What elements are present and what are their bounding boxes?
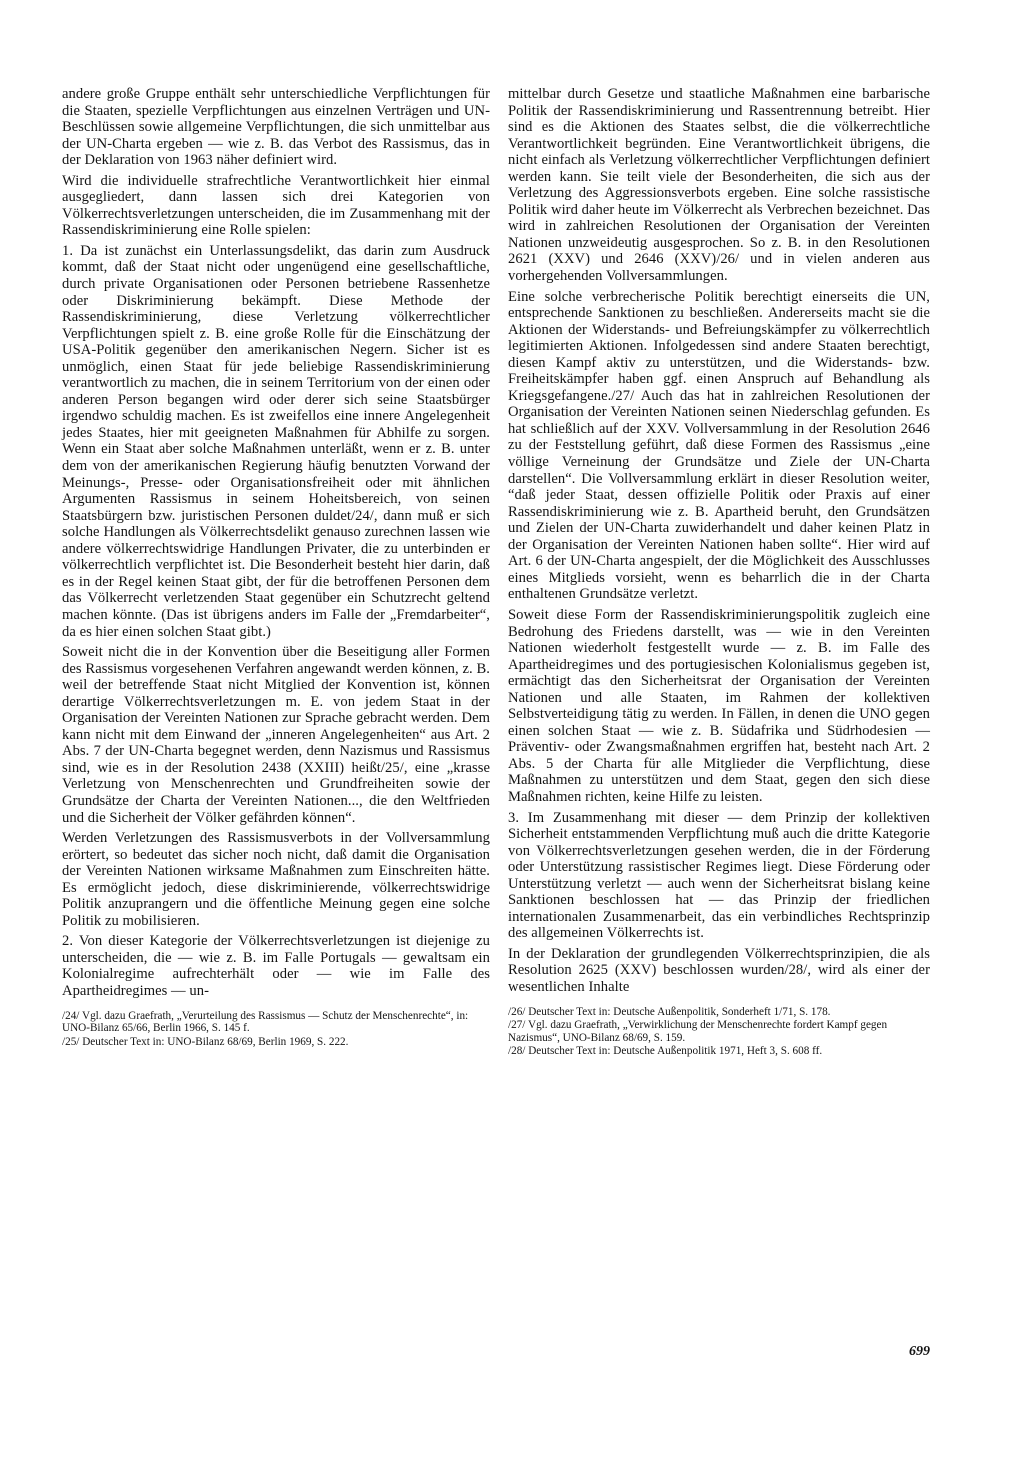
right-paragraph-4: 3. Im Zusammenhang mit dieser — dem Prinzip der kollektiven Sicherheit entstammenden Verpflichtung muß auch die dritte Kategorie von Völkerrechtsverletzungen gesehen werden, die in der Förderung oder Unterstützung rassistischer Regimes liegt. Diese Förderung oder Unterstützung verletzt — auch wenn der Sicherheitsrat bislang keine Sanktionen beschlossen hat — das Prinzip der friedlichen internationalen Zusammenarbeit, das ein verbindliches Rechtsprinzip des allgemeinen Völkerrechts ist. (508, 809, 930, 942)
right-paragraph-1: mittelbar durch Gesetze und staatliche Maßnahmen eine barbarische Politik der Rassendiskriminierung und Rassentrennung betreibt. Hier sind es die Aktionen des Staates selbst, die die völkerrechtliche Verantwortlichkeit begründen. Eine Verantwortlichkeit übrigens, die nicht einfach als Verletzung völkerrechtlicher Verpflichtungen definiert werden kann. Sie teilt viele der Besonderheiten, die sich aus der Verletzung des Aggressionsverbots ergeben. Eine solche rassistische Politik wird daher heute im Völkerrecht als Verbrechen bezeichnet. Das wird in zahlreichen Resolutionen der Organisation der Vereinten Nationen unzweideutig ausgesprochen. So z. B. in den Resolutionen 2621 (XXV) und 2646 (XXV)/26/ und in vielen anderen aus vorhergehenden Vollversammlungen. (508, 86, 930, 285)
footnote-24: /24/ Vgl. dazu Graefrath, „Verurteilung des Rassismus — Schutz der Menschenrechte“, in: UNO-Bilanz 65/66, Berlin 1966, S. 145 f. (62, 1009, 469, 1035)
left-paragraph-1: andere große Gruppe enthält sehr unterschiedliche Verpflichtungen für die Staaten, spezielle Verpflichtungen aus einzelnen Verträgen und UN-Beschlüssen sowie allgemeine Verpflichtungen, die sich unmittelbar aus der UN-Charta ergeben — wie z. B. das Verbot des Rassismus, das in der Deklaration von 1963 näher definiert wird. (62, 86, 490, 169)
right-column (508, 86, 930, 1059)
left-paragraph-3: 1. Da ist zunächst ein Unterlassungsdelikt, das darin zum Ausdruck kommt, daß der Staat nicht oder ungenügend eine gesellschaftliche, durch private Organisationen oder Personen betriebene Rassenhetze oder Diskriminierung bekämpft. Diese Methode der Rassendiskriminierung, diese Verletzung völkerrechtlicher Verpflichtungen spielt z. B. eine große Rolle für die Einschätzung der USA-Politik gegenüber den amerikanischen Negern. Sicher ist es unmöglich, einen Staat für jede beliebige Rassendiskriminierung verantwortlich zu machen, die in seinem Territorium von der einen oder anderen Person begangen wird oder derer sich seine Staatsbürger irgendwo schuldig machen. Es ist zweifellos eine innere Angelegenheit jedes Staates, hier mit geeigneten Maßnahmen für Abhilfe zu sorgen. Wenn ein Staat aber solche Maßnahmen unterläßt, wenn er z. B. unter dem von der amerikanischen Regierung häufig benutzten Vorwand der Meinungs-, Presse- oder Organisationsfreiheit oder mit ähnlichen Argumenten Rassismus in seinem Hoheitsbereich, von seinen Staatsbürgern bzw. juristischen Personen duldet/24/, dann muß er sich solche Handlungen als Völkerrechtsdelikt genauso zurechnen lassen wie andere völkerrechtswidrige Handlungen Privater, die zu unterbinden er völkerrechtlich verpflichtet ist. Die Besonderheit besteht hier darin, daß es in der Regel keinen Staat gibt, der für die betroffenen Personen dem das Völkerrecht verletzenden Staat gegenüber ein Schutzrecht geltend machen könnte. (Das ist übrigens anders im Falle der „Fremdarbeiter“, da es hier einen solchen Staat gibt.) (62, 242, 490, 640)
left-column (62, 86, 490, 1049)
footnote-28: /28/ Deutscher Text in: Deutsche Außenpolitik 1971, Heft 3, S. 608 ff. (508, 1045, 823, 1058)
right-paragraph-5: In der Deklaration der grundlegenden Völkerrechtsprinzipien, die als Resolution 2625 (XXV) beschlossen wurden/28/, wird als einer der wesentlichen Inhalte (508, 945, 930, 995)
right-footnotes (508, 1006, 930, 1058)
right-paragraph-2: Eine solche verbrecherische Politik berechtigt einerseits die UN, entsprechende Sanktionen zu beschließen. Andererseits macht sie die Aktionen der Widerstands- und Befreiungskämpfer zu völkerrechtlich legitimierten Aktionen. Infolgedessen sind andere Staaten berechtigt, diesen Kampf aktiv zu unterstützen, und die Widerstands- bzw. Freiheitskämpfer haben ggf. einen Anspruch auf Behandlung als Kriegsgefangene./27/ Auch das hat in zahlreichen Resolutionen der Organisation der Vereinten Nationen seinen Niederschlag gefunden. Es hat schließlich auf der XXV. Vollversammlung in der Resolution 2646 zu der Feststellung geführt, daß diese Formen des Rassismus „eine völlige Verneinung der Grundsätze und Ziele der UN-Charta darstellen“. Die Vollversammlung erklärt in dieser Resolution weiter, “daß jeder Staat, dessen offizielle Politik oder Praxis auf einer Rassendiskriminierung wie z. B. Apartheid beruht, den Grundsätzen und Zielen der UN-Charta zuwiderhandelt und daher keinen Platz in der Organisation der Vereinten Nationen haben sollte“. Hier wird auf Art. 6 der UN-Charta angespielt, der die Möglichkeit des Ausschlusses eines Mitglieds vorsieht, wenn es beharrlich die in der Charta enthaltenen Grundsätze verletzt. (508, 288, 930, 603)
footnote-26: /26/ Deutscher Text in: Deutsche Außenpolitik, Sonderheft 1/71, S. 178. (508, 1005, 831, 1018)
right-paragraph-3: Soweit diese Form der Rassendiskriminierungspolitik zugleich eine Bedrohung des Friedens darstellt, was — wie in den Vereinten Nationen wiederholt festgestellt wurde — z. B. im Falle des Apartheidregimes und des portugiesischen Kolonialismus gegeben ist, ermächtigt das den Sicherheitsrat der Organisation der Vereinten Nationen und alle Staaten, im Rahmen der kollektiven Selbstverteidigung tätig zu werden. In Fällen, in denen die UNO gegen einen solchen Staat — wie z. B. Südafrika und Südrhodesien — Präventiv- oder Zwangsmaßnahmen ergriffen hat, besteht nach Art. 2 Abs. 5 der Charta für alle Mitglieder die Verpflichtung, diese Maßnahmen zu unterstützen und dem Staat, gegen den sich diese Maßnahmen richten, keine Hilfe zu leisten. (508, 606, 930, 805)
page-number: 699 (909, 1344, 930, 1359)
left-paragraph-4: Soweit nicht die in der Konvention über die Beseitigung aller Formen des Rassismus vorgesehenen Verfahren angewandt werden können, z. B. weil der betreffende Staat nicht Mitglied der Konvention ist, können derartige Völkerrechtsverletzungen m. E. von jedem Staat in der Organisation der Vereinten Nationen zur Sprache gebracht werden. Dem kann nicht mit dem Einwand der „inneren Angelegenheiten“ aus Art. 2 Abs. 7 der UN-Charta begegnet werden, denn Nazismus und Rassismus sind, wie es in der Resolution 2438 (XXIII) heißt/25/, eine „krasse Verletzung von Menschenrechten und Grundfreiheiten sowie der Grundsätze der Charta der Vereinten Nationen..., die den Weltfrieden und die Sicherheit der Völker gefährden können“. (62, 644, 490, 826)
left-paragraph-2: Wird die individuelle strafrechtliche Verantwortlichkeit hier einmal ausgegliedert, dann lassen sich drei Kategorien von Völkerrechtsverletzungen unterscheiden, die im Zusammenhang mit der Rassendiskriminierung eine Rolle spielen: (62, 172, 490, 239)
left-footnotes (62, 1010, 490, 1049)
left-paragraph-6: 2. Von dieser Kategorie der Völkerrechtsverletzungen ist diejenige zu unterscheiden, die — wie z. B. im Falle Portugals — gewaltsam ein Kolonialregime aufrechterhält oder — wie im Falle des Apartheidregimes — un- (62, 933, 490, 999)
left-paragraph-5: Werden Verletzungen des Rassismusverbots in der Vollversammlung erörtert, so bedeutet das sicher noch nicht, daß damit die Organisation der Vereinten Nationen wirksame Maßnahmen zum Einschreiten hätte. Es ermöglicht jedoch, diese diskriminierende, völkerrechtswidrige Politik anzuprangern und die öffentliche Meinung gegen eine solche Politik zu mobilisieren. (62, 830, 490, 929)
footnote-25: /25/ Deutscher Text in: UNO-Bilanz 68/69, Berlin 1969, S. 222. (62, 1035, 349, 1048)
footnote-27: /27/ Vgl. dazu Graefrath, „Verwirklichung der Menschenrechte fordert Kampf gegen Nazismus“, UNO-Bilanz 68/69, S. 159. (508, 1019, 888, 1044)
